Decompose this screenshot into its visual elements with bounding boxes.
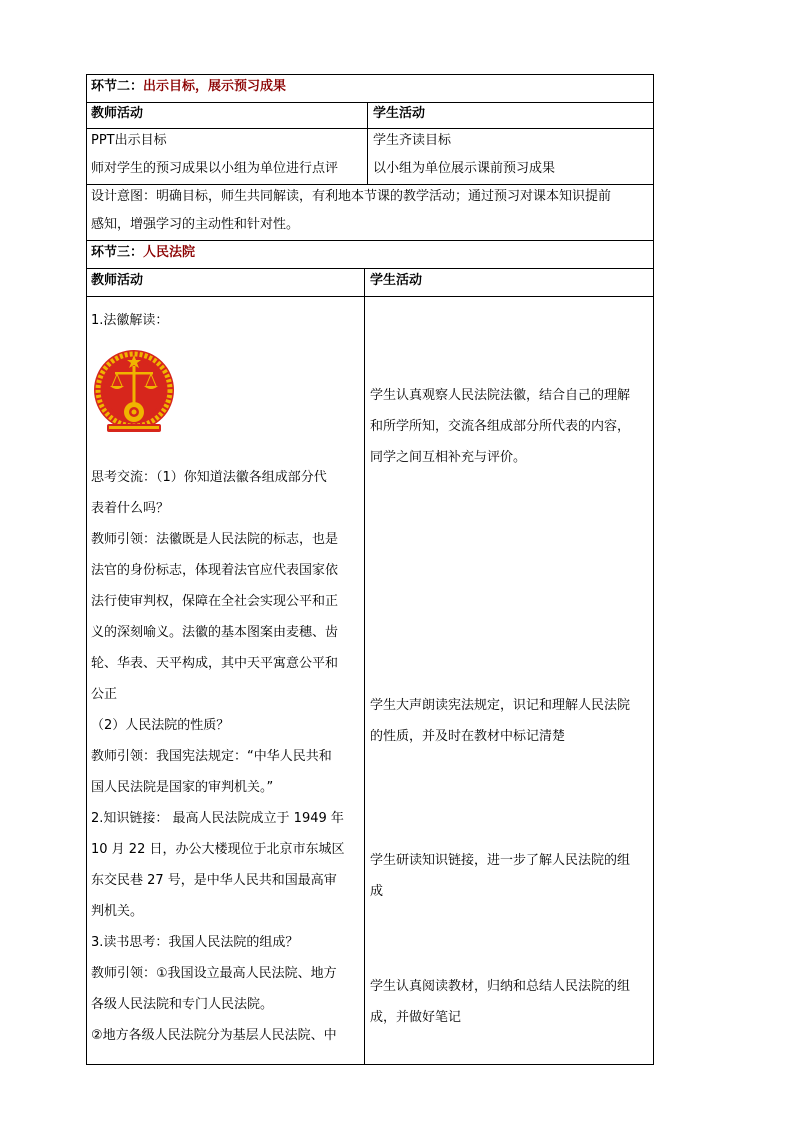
student-activity-header: 学生活动 xyxy=(370,273,423,288)
text-line: 成 xyxy=(370,884,384,899)
text-line: 学生齐读目标 xyxy=(373,133,452,148)
text-line: 法行使审判权，保障在全社会实现公平和正 xyxy=(91,594,339,609)
text-line: ②地方各级人民法院分为基层人民法院、中 xyxy=(91,1028,337,1043)
text-line: 公正 xyxy=(91,687,118,702)
text-line: 表着什么吗？ xyxy=(91,501,170,516)
text-line: （2）人民法院的性质？ xyxy=(91,718,230,733)
table-border xyxy=(86,102,654,103)
text-line: 思考交流：（1）你知道法徽各组成部分代 xyxy=(91,470,327,485)
table-border xyxy=(86,1064,654,1065)
table-border xyxy=(86,240,654,241)
text-line: 判机关。 xyxy=(91,904,144,919)
table-border xyxy=(86,74,654,75)
text-line: 10 月 22 日，办公大楼现位于北京市东城区 xyxy=(91,842,345,857)
text-line: 教师引领：①我国设立最高人民法院、地方 xyxy=(91,966,337,981)
text-line: 3.读书思考：我国人民法院的组成？ xyxy=(91,935,299,950)
text-line: 国人民法院是国家的审判机关。” xyxy=(91,780,274,795)
section2-student-content xyxy=(373,127,555,183)
text-line: 2.知识链接： 最高人民法院成立于 1949 年 xyxy=(91,811,344,826)
text-line: 学生研读知识链接，进一步了解人民法院的组 xyxy=(370,853,631,868)
table-border xyxy=(367,102,368,184)
table-border xyxy=(86,296,654,297)
text-line: 和所学所知，交流各组成部分所代表的内容， xyxy=(370,419,631,434)
text-line: 设计意图：明确目标，师生共同解读，有利地本节课的教学活动；通过预习对课本知识提前 xyxy=(91,189,612,204)
text-line: 义的深刻喻义。法徽的基本图案由麦穗、齿 xyxy=(91,625,339,640)
emblem-heading: 1.法徽解读： xyxy=(91,313,169,328)
text-line: 的性质，并及时在教材中标记清楚 xyxy=(370,729,566,744)
student-block xyxy=(370,971,630,1033)
text-line: 法官的身份标志，体现着法官应代表国家依 xyxy=(91,563,339,578)
section3-heading: 人民法院 xyxy=(143,245,196,260)
student-block xyxy=(370,690,630,752)
student-activity-header: 学生活动 xyxy=(373,106,426,121)
lesson-plan-table xyxy=(86,74,654,1065)
section2-title xyxy=(91,79,286,95)
section2-heading: 出示目标，展示预习成果 xyxy=(143,79,287,94)
text-line: 同学之间互相补充与评价。 xyxy=(370,450,527,465)
section3-label: 环节三： xyxy=(91,245,144,260)
text-line: 教师引领：我国宪法规定：“中华人民共和 xyxy=(91,749,332,764)
student-block xyxy=(370,845,630,907)
student-block xyxy=(370,380,630,473)
table-border xyxy=(86,268,654,269)
text-line: 学生认真观察人民法院法徽，结合自己的理解 xyxy=(370,388,631,403)
teacher-activity-header: 教师活动 xyxy=(91,273,144,288)
table-border xyxy=(364,268,365,1064)
court-emblem-icon xyxy=(93,346,175,438)
section3-teacher-content xyxy=(91,462,344,1051)
table-border xyxy=(86,74,87,1065)
text-line: 轮、华表、天平构成，其中天平寓意公平和 xyxy=(91,656,339,671)
teacher-activity-header: 教师活动 xyxy=(91,106,144,121)
section3-title xyxy=(91,245,195,261)
text-line: 学生认真阅读教材，归纳和总结人民法院的组 xyxy=(370,979,631,994)
section2-label: 环节二： xyxy=(91,79,144,94)
table-border xyxy=(653,74,654,1065)
section2-teacher-content xyxy=(91,127,338,183)
text-line: PPT出示目标 xyxy=(91,133,167,148)
design-intent xyxy=(91,183,611,239)
text-line: 成，并做好笔记 xyxy=(370,1010,462,1025)
text-line: 师对学生的预习成果以小组为单位进行点评 xyxy=(91,161,339,176)
text-line: 教师引领：法徽既是人民法院的标志，也是 xyxy=(91,532,339,547)
text-line: 学生大声朗读宪法规定，识记和理解人民法院 xyxy=(370,698,631,713)
text-line: 东交民巷 27 号，是中华人民共和国最高审 xyxy=(91,873,337,888)
text-line: 各级人民法院和专门人民法院。 xyxy=(91,997,274,1012)
text-line: 以小组为单位展示课前预习成果 xyxy=(373,161,556,176)
text-line: 感知，增强学习的主动性和针对性。 xyxy=(91,217,300,232)
